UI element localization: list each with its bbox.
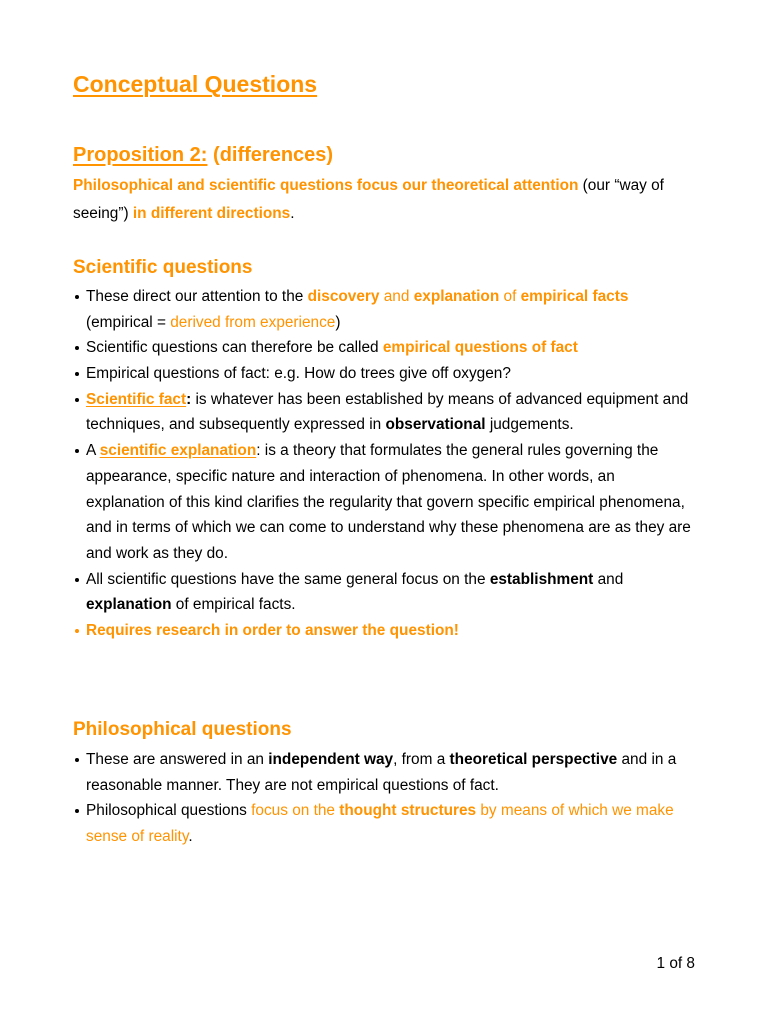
body-text: : is a theory that formulates the general rules governing the	[256, 442, 659, 460]
proposition-label: Proposition 2:	[73, 144, 208, 166]
body-text: Scientific questions can therefore be called	[86, 339, 383, 357]
section-heading-scientific: Scientific questions	[73, 257, 253, 278]
bullet-item	[73, 618, 691, 644]
bullet-icon	[75, 629, 79, 633]
body-text: reasonable manner. They are not empirical questions of fact.	[86, 776, 499, 794]
highlighted-text: by means of which we make	[476, 802, 674, 820]
highlighted-term: Requires research in order to answer the question!	[86, 621, 459, 639]
bold-term: :	[186, 390, 192, 408]
page-number: 1 of 8	[656, 955, 695, 972]
highlighted-text: focus on the	[251, 802, 340, 820]
bullet-item	[73, 438, 691, 566]
bullet-icon	[75, 398, 79, 402]
body-text: and in terms of which we can come to understand why these phenomena are as they are	[86, 519, 691, 537]
bullet-icon	[75, 758, 79, 762]
bold-term: establishment	[489, 570, 594, 588]
bullet-item	[73, 747, 676, 798]
bullet-line	[86, 747, 676, 773]
proposition-heading	[73, 143, 333, 167]
highlighted-term: thought structures	[339, 802, 477, 820]
underlined-key-term: scientific explanation	[99, 442, 257, 460]
body-text: and	[593, 570, 624, 588]
highlighted-text: derived from experience	[170, 313, 336, 331]
body-text: These are answered in an	[86, 751, 269, 768]
bullet-line	[86, 541, 691, 567]
scientific-bullet-list	[73, 284, 691, 644]
highlighted-term: in different directions	[132, 205, 291, 222]
bullet-line	[86, 438, 691, 464]
highlighted-term: discovery	[307, 288, 380, 305]
section-heading-philosophical: Philosophical questions	[73, 719, 292, 740]
body-text: .	[188, 828, 193, 846]
bold-term: observational	[385, 416, 486, 434]
bullet-item	[73, 284, 691, 335]
statement-line	[73, 200, 664, 228]
philosophical-bullet-list	[73, 747, 676, 850]
bullet-line	[86, 515, 691, 541]
bullet-icon	[75, 809, 79, 813]
body-text: appearance, specific nature and interaction of phenomena. In other words, an	[86, 467, 615, 485]
body-text: , from a	[393, 751, 450, 768]
body-text: Philosophical questions	[86, 802, 252, 820]
bullet-icon	[75, 346, 79, 350]
bullet-icon	[75, 295, 79, 299]
body-text: seeing”)	[73, 205, 133, 222]
bullet-item	[73, 335, 691, 361]
bullet-line	[86, 284, 691, 310]
bullet-item	[73, 361, 691, 387]
body-text: These direct our attention to the	[86, 288, 308, 305]
bullet-line	[86, 618, 691, 644]
bullet-line	[86, 361, 691, 387]
highlighted-text: and	[379, 288, 414, 305]
body-text: (our “way of	[578, 177, 664, 194]
bullet-line	[86, 798, 676, 824]
body-text: A	[86, 442, 100, 460]
bullet-line	[86, 412, 691, 438]
bullet-line	[86, 335, 691, 361]
page-title: Conceptual Questions	[73, 71, 318, 97]
body-text: and in a	[617, 751, 677, 768]
bullet-line	[86, 592, 691, 618]
bullet-item	[73, 387, 691, 438]
bullet-line	[86, 464, 691, 490]
bullet-line	[86, 824, 676, 850]
body-text: and work as they do.	[86, 544, 229, 562]
highlighted-term: empirical questions of fact	[382, 339, 578, 357]
bullet-line	[86, 387, 691, 413]
body-text: of empirical facts.	[171, 596, 296, 614]
underlined-key-term: Scientific fact	[86, 390, 187, 408]
statement-line	[73, 172, 664, 200]
bullet-line	[86, 773, 676, 799]
proposition-qualifier: (differences)	[213, 144, 334, 166]
bullet-item	[73, 798, 676, 849]
body-text: explanation of this kind clarifies the regularity that govern specific empirical phenomena,	[86, 493, 685, 511]
highlighted-text: of	[499, 288, 521, 305]
body-text: is whatever has been established by means of advanced equipment and	[191, 390, 689, 408]
bold-term: explanation	[86, 596, 172, 614]
bold-term: theoretical perspective	[449, 751, 618, 768]
bullet-icon	[75, 449, 79, 453]
highlighted-term: empirical facts	[520, 288, 629, 305]
highlighted-term: Philosophical and scientific questions focus our theoretical attention	[73, 177, 579, 194]
body-text: )	[335, 313, 341, 331]
highlighted-text: sense of reality	[86, 828, 189, 846]
body-text: judgements.	[485, 416, 574, 434]
body-text: techniques, and subsequently expressed in	[86, 416, 386, 434]
bullet-icon	[75, 578, 79, 582]
body-text: (empirical =	[86, 313, 171, 331]
bold-term: independent way	[268, 751, 394, 768]
bullet-item	[73, 567, 691, 618]
bullet-icon	[75, 372, 79, 376]
body-text: .	[290, 205, 295, 222]
proposition-statement	[73, 172, 664, 228]
bullet-line	[86, 310, 691, 336]
body-text: Empirical questions of fact: e.g. How do trees give off oxygen?	[86, 365, 511, 383]
bullet-line	[86, 490, 691, 516]
body-text: All scientific questions have the same general focus on the	[86, 570, 490, 588]
bullet-line	[86, 567, 691, 593]
highlighted-term: explanation	[413, 288, 500, 305]
